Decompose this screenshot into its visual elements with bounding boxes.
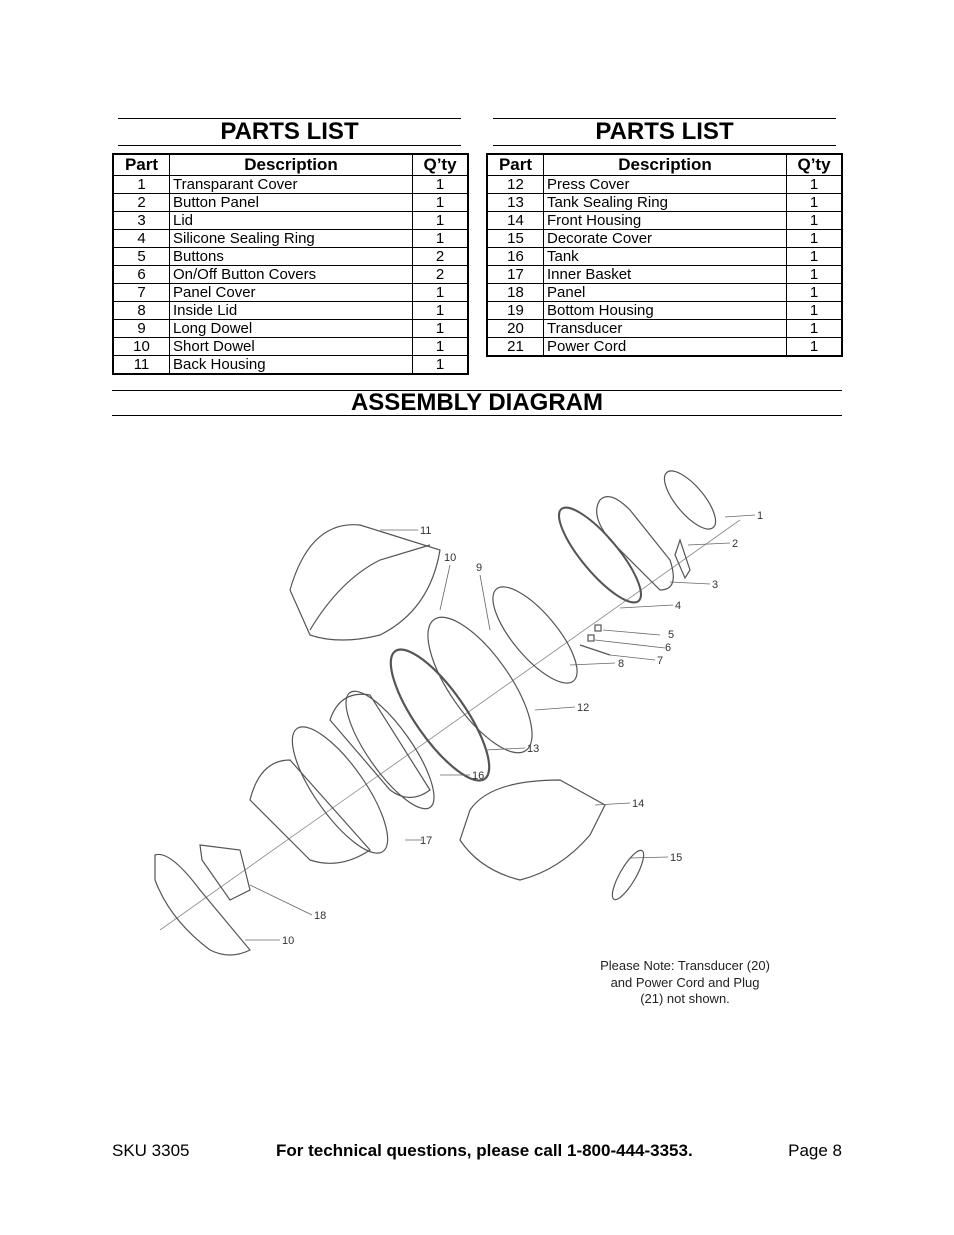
table-row <box>113 194 468 212</box>
footer-help-text: For technical questions, please call 1-800-444-3353. <box>276 1141 693 1160</box>
callout-9: 9 <box>476 562 483 574</box>
cell-part: 8 <box>113 302 170 320</box>
table-row <box>113 356 468 375</box>
table-header-row <box>487 154 842 176</box>
cell-part: 18 <box>487 284 544 302</box>
table-row <box>113 266 468 284</box>
cell-part: 15 <box>487 230 544 248</box>
callout-6: 6 <box>665 642 672 654</box>
cell-description: Transducer <box>544 320 787 338</box>
table-row <box>487 320 842 338</box>
table-header-row <box>113 154 468 176</box>
note-line: and Power Cord and Plug <box>610 974 760 990</box>
callout-14: 14 <box>632 798 645 810</box>
cell-description: Long Dowel <box>170 320 413 338</box>
cell-part: 5 <box>113 248 170 266</box>
tank-drawing <box>330 694 430 797</box>
callout-13: 13 <box>527 743 540 755</box>
cell-qty: 2 <box>413 248 469 266</box>
transparent-cover-drawing <box>656 463 724 536</box>
cell-description: Decorate Cover <box>544 230 787 248</box>
callout-12: 12 <box>577 702 590 714</box>
front-housing-drawing <box>460 780 605 880</box>
cell-description: Inside Lid <box>170 302 413 320</box>
cell-part: 14 <box>487 212 544 230</box>
parts-table-left <box>112 153 469 375</box>
callout-15: 15 <box>670 852 683 864</box>
button-panel-drawing <box>675 540 690 578</box>
cell-description: Buttons <box>170 248 413 266</box>
cell-part: 3 <box>113 212 170 230</box>
table-row <box>487 248 842 266</box>
cell-qty: 1 <box>413 320 469 338</box>
button-covers-drawing <box>588 635 594 641</box>
parts-list-title-right: PARTS LIST <box>493 118 836 146</box>
cell-qty: 1 <box>787 338 843 357</box>
cell-qty: 1 <box>413 302 469 320</box>
cell-qty: 1 <box>787 230 843 248</box>
column-header-description: Description <box>544 154 787 176</box>
table-row <box>487 338 842 357</box>
tank-sealing-ring-drawing <box>375 637 505 793</box>
callout-10: 10 <box>444 552 457 564</box>
cell-part: 10 <box>113 338 170 356</box>
table-row <box>113 176 468 194</box>
cell-description: Back Housing <box>170 356 413 375</box>
cell-description: Panel <box>544 284 787 302</box>
cell-qty: 1 <box>787 302 843 320</box>
table-row <box>113 230 468 248</box>
table-row <box>487 194 842 212</box>
cell-part: 4 <box>113 230 170 248</box>
cell-qty: 1 <box>787 320 843 338</box>
bottom-housing-drawing <box>155 854 250 955</box>
callout-7: 7 <box>657 655 664 667</box>
cell-qty: 2 <box>413 266 469 284</box>
cell-qty: 1 <box>787 284 843 302</box>
cell-part: 13 <box>487 194 544 212</box>
back-housing-edge <box>310 545 430 630</box>
table-row <box>113 302 468 320</box>
cell-description: Bottom Housing <box>544 302 787 320</box>
cell-qty: 1 <box>413 230 469 248</box>
table-row <box>113 320 468 338</box>
tank-rim-drawing <box>332 680 448 820</box>
inside-lid-drawing <box>480 575 591 695</box>
cell-part: 7 <box>113 284 170 302</box>
callout-labels <box>282 510 763 947</box>
callout-4: 4 <box>675 600 682 612</box>
table-row <box>487 302 842 320</box>
cell-qty: 1 <box>413 194 469 212</box>
callout-16: 16 <box>472 770 485 782</box>
panel-cover-drawing <box>580 645 610 655</box>
table-row <box>113 284 468 302</box>
cell-part: 16 <box>487 248 544 266</box>
cell-description: Lid <box>170 212 413 230</box>
callout-8: 8 <box>618 658 625 670</box>
cell-part: 1 <box>113 176 170 194</box>
cell-part: 21 <box>487 338 544 357</box>
column-header-qty: Q’ty <box>413 154 469 176</box>
callout-5: 5 <box>668 629 675 641</box>
cell-qty: 1 <box>413 176 469 194</box>
parts-table-right <box>486 153 843 357</box>
table-row <box>487 230 842 248</box>
callout-leaders <box>245 515 755 940</box>
cell-description: On/Off Button Covers <box>170 266 413 284</box>
table-row <box>113 212 468 230</box>
cell-description: Tank <box>544 248 787 266</box>
callout-18: 18 <box>314 910 327 922</box>
cell-qty: 1 <box>787 194 843 212</box>
panel-drawing <box>200 845 250 900</box>
cell-qty: 1 <box>787 212 843 230</box>
cell-description: Silicone Sealing Ring <box>170 230 413 248</box>
cell-part: 12 <box>487 176 544 194</box>
footer-page-number: Page 8 <box>788 1141 842 1160</box>
cell-part: 19 <box>487 302 544 320</box>
table-row <box>487 212 842 230</box>
callout-19: 10 <box>282 935 295 947</box>
callout-17: 17 <box>420 835 433 847</box>
cell-description: Inner Basket <box>544 266 787 284</box>
inner-basket-body-drawing <box>250 760 370 863</box>
column-header-qty: Q’ty <box>787 154 843 176</box>
table-row <box>487 284 842 302</box>
callout-11: 11 <box>420 525 432 537</box>
cell-part: 11 <box>113 356 170 375</box>
cell-description: Tank Sealing Ring <box>544 194 787 212</box>
cell-qty: 1 <box>413 338 469 356</box>
callout-1: 1 <box>757 510 764 522</box>
note-line: (21) not shown. <box>640 991 730 1006</box>
buttons-drawing <box>595 625 601 631</box>
cell-description: Button Panel <box>170 194 413 212</box>
cell-description: Panel Cover <box>170 284 413 302</box>
column-header-part: Part <box>487 154 544 176</box>
back-housing-drawing <box>290 525 440 640</box>
cell-qty: 1 <box>787 266 843 284</box>
note-line: Please Note: Transducer (20) <box>600 958 770 973</box>
callout-2: 2 <box>732 538 739 550</box>
cell-qty: 1 <box>787 176 843 194</box>
cell-description: Transparant Cover <box>170 176 413 194</box>
cell-description: Press Cover <box>544 176 787 194</box>
column-header-description: Description <box>170 154 413 176</box>
callout-3: 3 <box>712 579 719 591</box>
cell-part: 20 <box>487 320 544 338</box>
cell-description: Short Dowel <box>170 338 413 356</box>
cell-part: 17 <box>487 266 544 284</box>
silicone-ring-drawing <box>548 497 653 612</box>
cell-part: 9 <box>113 320 170 338</box>
decorate-cover-drawing <box>607 847 649 903</box>
cell-qty: 1 <box>413 356 469 375</box>
cell-qty: 1 <box>787 248 843 266</box>
table-row <box>487 266 842 284</box>
cell-description: Front Housing <box>544 212 787 230</box>
assembly-diagram <box>140 460 840 1020</box>
table-row <box>113 338 468 356</box>
cell-part: 6 <box>113 266 170 284</box>
table-row <box>113 248 468 266</box>
parts-list-title-left: PARTS LIST <box>118 118 461 146</box>
column-header-part: Part <box>113 154 170 176</box>
footer-sku: SKU 3305 <box>112 1141 190 1160</box>
assembly-diagram-title: ASSEMBLY DIAGRAM <box>112 390 842 416</box>
diagram-note <box>585 958 785 1008</box>
cell-description: Power Cord <box>544 338 787 357</box>
cell-qty: 1 <box>413 284 469 302</box>
table-row <box>487 176 842 194</box>
cell-part: 2 <box>113 194 170 212</box>
cell-qty: 1 <box>413 212 469 230</box>
inner-basket-drawing <box>277 714 404 866</box>
assembly-axis-line <box>160 520 740 930</box>
